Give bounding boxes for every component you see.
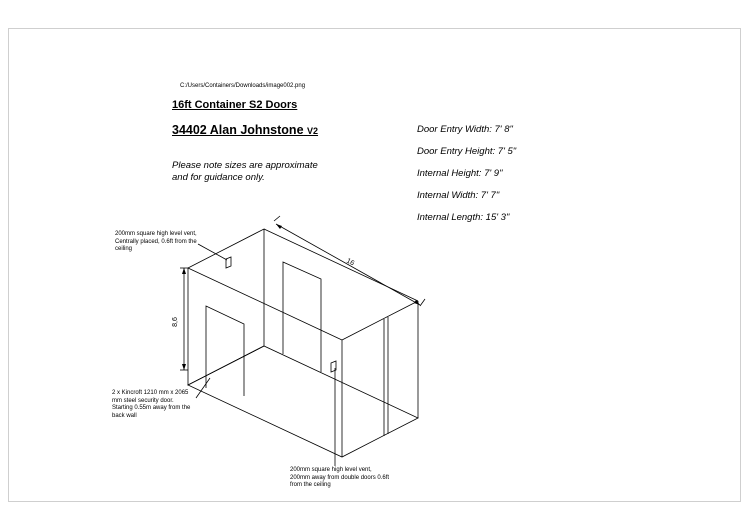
length-arrow-start — [276, 224, 282, 229]
back-wall — [188, 229, 264, 385]
drawing-title: 16ft Container S2 Doors — [172, 99, 298, 111]
job-number-name: 34402 Alan Johnstone — [172, 123, 304, 137]
approximate-note: Please note sizes are approximate and for guidance only. — [172, 160, 318, 183]
spec-door-entry-height: Door Entry Height: 7' 5" — [417, 146, 517, 157]
spec-internal-height: Internal Height: 7' 9" — [417, 168, 503, 179]
version-label: V2 — [307, 126, 319, 136]
door-leader — [196, 378, 210, 398]
height-dimension-label: 8,6 — [172, 317, 179, 327]
vent-top-annotation: 200mm square high level vent, Centrally placed, 0.6ft from the ceiling — [115, 231, 197, 252]
spec-door-entry-width: Door Entry Width: 7' 8" — [417, 124, 513, 135]
floor — [188, 346, 418, 457]
spec-internal-length: Internal Length: 15' 3" — [417, 212, 510, 223]
door-annotation: 2 x Kincroft 1210 mm x 2065 mm steel security door. Starting 0.55m away from the back wall — [112, 390, 191, 419]
length-tick-start — [274, 216, 280, 221]
top-edge-end — [342, 301, 418, 340]
side-door-right — [283, 262, 321, 372]
height-arrow-bottom — [182, 364, 186, 370]
file-path: C:/Users/Containers/Downloads/image002.png — [180, 83, 306, 89]
spec-internal-width: Internal Width: 7' 7" — [417, 190, 500, 201]
length-dimension-label: 16 — [345, 257, 356, 268]
height-arrow-top — [182, 268, 186, 274]
vent-top-leader — [198, 244, 227, 260]
length-tick-end — [420, 299, 425, 306]
vent-bottom-annotation: 200mm square high level vent, 200mm away from double doors 0.6ft from the ceiling — [290, 467, 390, 488]
top-edge-right — [264, 229, 418, 301]
side-door-left — [206, 306, 244, 396]
top-edge-front — [188, 268, 342, 340]
vent-top-marker — [226, 257, 231, 268]
